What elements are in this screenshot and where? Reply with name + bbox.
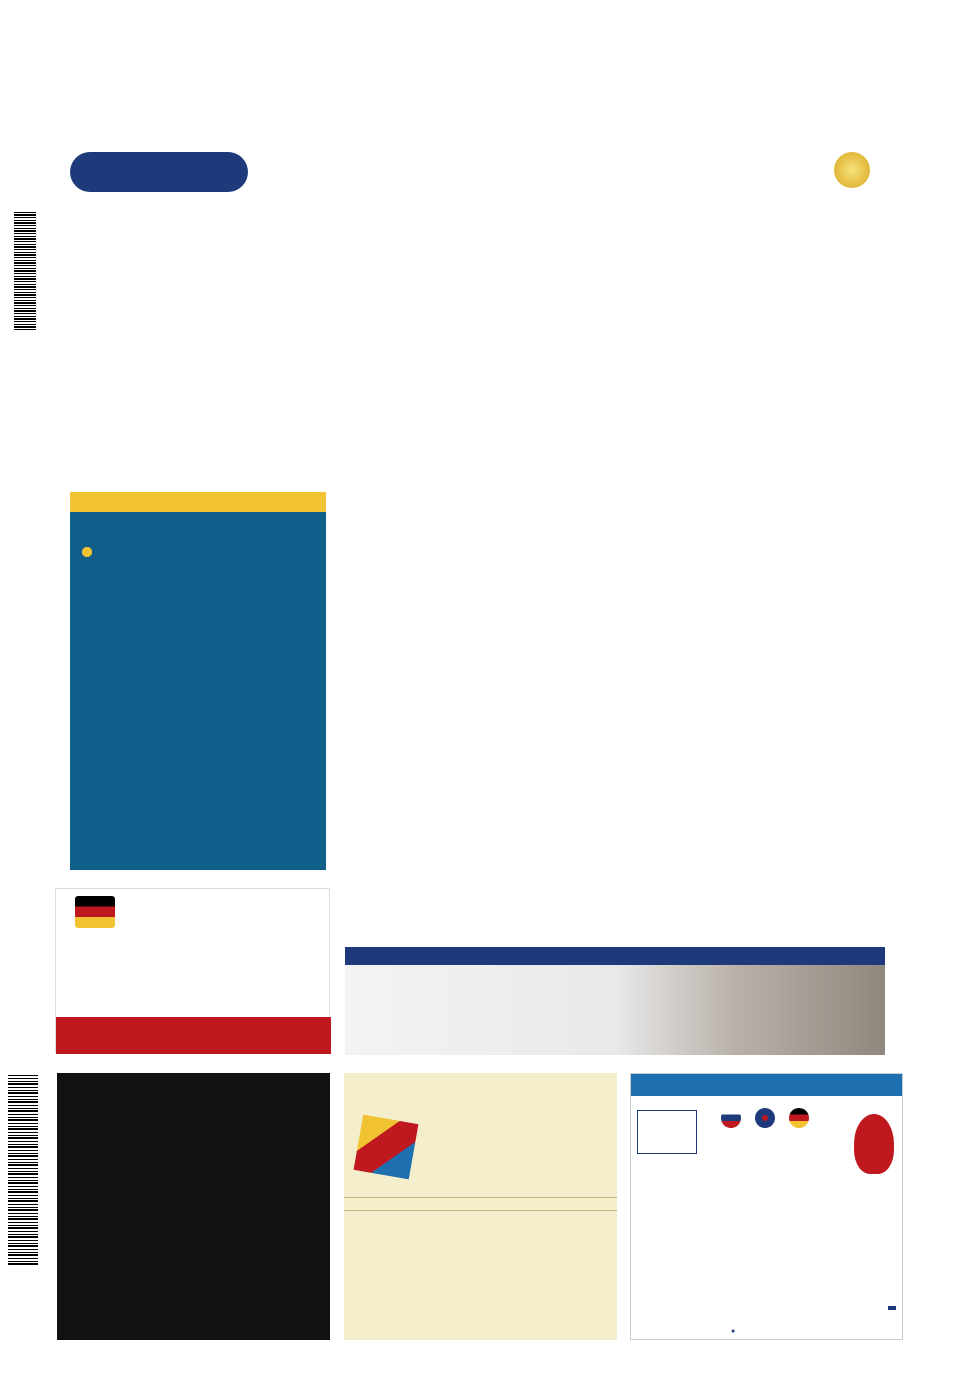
germany-flag-icon [789, 1108, 809, 1128]
figaro-logo-icon [159, 1095, 229, 1175]
matryoshka-icon [854, 1114, 894, 1174]
sidebar-article[interactable] [70, 512, 326, 870]
price-badge [834, 152, 870, 188]
flags [721, 1108, 809, 1128]
uk-flag-icon [755, 1108, 775, 1128]
russia-flag-icon [721, 1108, 741, 1128]
ad-othisi[interactable] [344, 1073, 617, 1340]
anniversary-badge [70, 152, 248, 192]
ad-languages[interactable] [630, 1073, 903, 1340]
rudn-logo-icon [637, 1110, 697, 1154]
ad-german-address-bar [56, 1017, 331, 1054]
barcode-top [14, 210, 36, 330]
news-teaser[interactable] [345, 965, 885, 1055]
lang-online-badge [888, 1306, 896, 1310]
barcode-bottom-digits [40, 1075, 50, 1078]
barcode-bottom [8, 1075, 38, 1265]
othisi-subjects [344, 1197, 617, 1211]
news-banner [345, 947, 885, 965]
sidebar-tag [70, 492, 326, 512]
ad-german-school[interactable] [55, 888, 330, 1053]
german-flag-icon [75, 896, 115, 928]
german-school-logo [62, 893, 128, 953]
ad-figaro[interactable] [57, 1073, 330, 1340]
cube-logo-icon [354, 1115, 419, 1180]
lang-address: ● [731, 1328, 736, 1335]
lang-header [631, 1073, 902, 1096]
